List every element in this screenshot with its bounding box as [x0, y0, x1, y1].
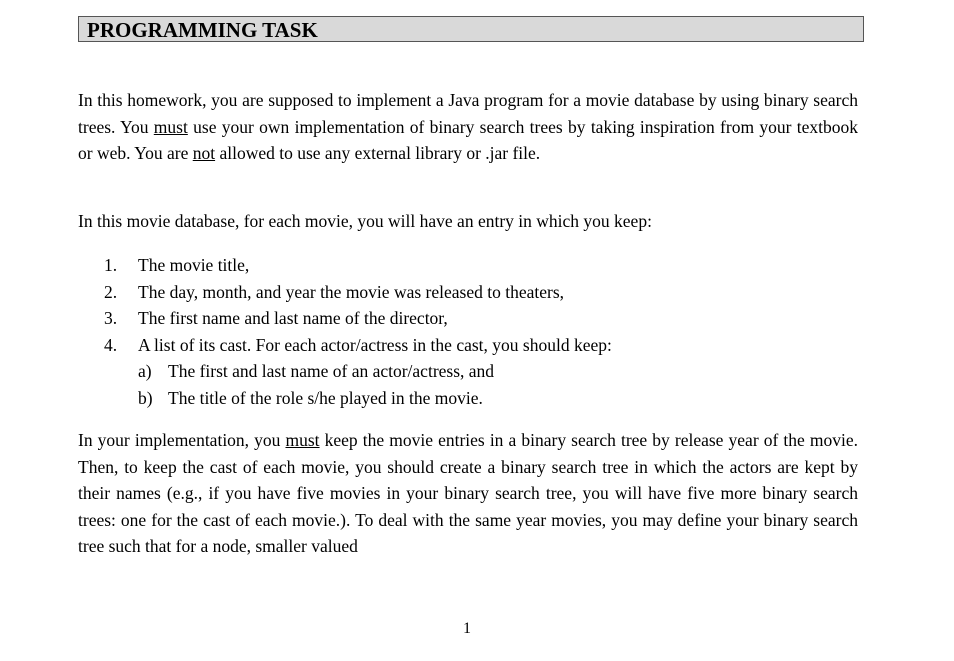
- intro-text-c: allowed to use any external library or .jar file.: [215, 143, 541, 163]
- entry-fields-list: [104, 252, 612, 411]
- sublist-item: [138, 385, 612, 412]
- impl-emphasis-must: must: [285, 430, 320, 450]
- database-entry-paragraph: In this movie database, for each movie, you will have an entry in which you keep:: [78, 211, 652, 231]
- list-item-text: A list of its cast. For each actor/actress in the cast, you should keep:: [138, 334, 612, 355]
- list-item: [104, 332, 612, 412]
- intro-paragraph: [78, 87, 858, 167]
- list-item-number: 1.: [104, 255, 118, 275]
- section-heading-box: [78, 16, 864, 42]
- intro-text-a: In this homework, you are supposed to implement a Java program for a movie database by using binary search trees. You: [78, 90, 858, 137]
- list-item-text: The movie title,: [138, 255, 250, 275]
- sublist-item-label: a): [138, 361, 152, 381]
- sublist-item-label: b): [138, 387, 153, 408]
- impl-text-a: In your implementation, you: [78, 430, 286, 450]
- sublist-item-text: The first and last name of an actor/actress, and: [168, 361, 495, 381]
- list-item-text: The day, month, and year the movie was released to theaters,: [138, 281, 564, 302]
- list-item: [104, 279, 612, 306]
- list-item: [104, 305, 612, 332]
- list-item-text: The first name and last name of the director,: [138, 308, 448, 328]
- intro-text-b: use your own implementation of binary search trees by taking inspiration from your textbook or web. You are: [78, 116, 858, 163]
- sublist-item-text: The title of the role s/he played in the movie.: [168, 387, 483, 408]
- list-item: [104, 252, 612, 279]
- list-item-number: 3.: [104, 308, 118, 328]
- list-item-number: 4.: [104, 334, 118, 355]
- implementation-paragraph: [78, 427, 858, 560]
- intro-emphasis-must: must: [153, 116, 188, 137]
- impl-text-b: keep the movie entries in a binary search tree by release year of the movie. Then, to keep the cast of each movie, you should create a binary search tree in which the actors are kept by their names (e.g., if you have five movies in your binary search tree, you will have five more binary search trees: one for the cast of each movie.). To deal with the same year movies, you may define your binary search tree such that for a node, smaller valued: [78, 430, 858, 556]
- section-heading: PROGRAMMING TASK: [87, 18, 318, 42]
- sublist-item: [138, 358, 612, 385]
- list-item-number: 2.: [104, 281, 118, 302]
- intro-emphasis-not: not: [192, 143, 216, 163]
- cast-fields-sublist: [138, 358, 612, 411]
- page-number: 1: [463, 620, 471, 637]
